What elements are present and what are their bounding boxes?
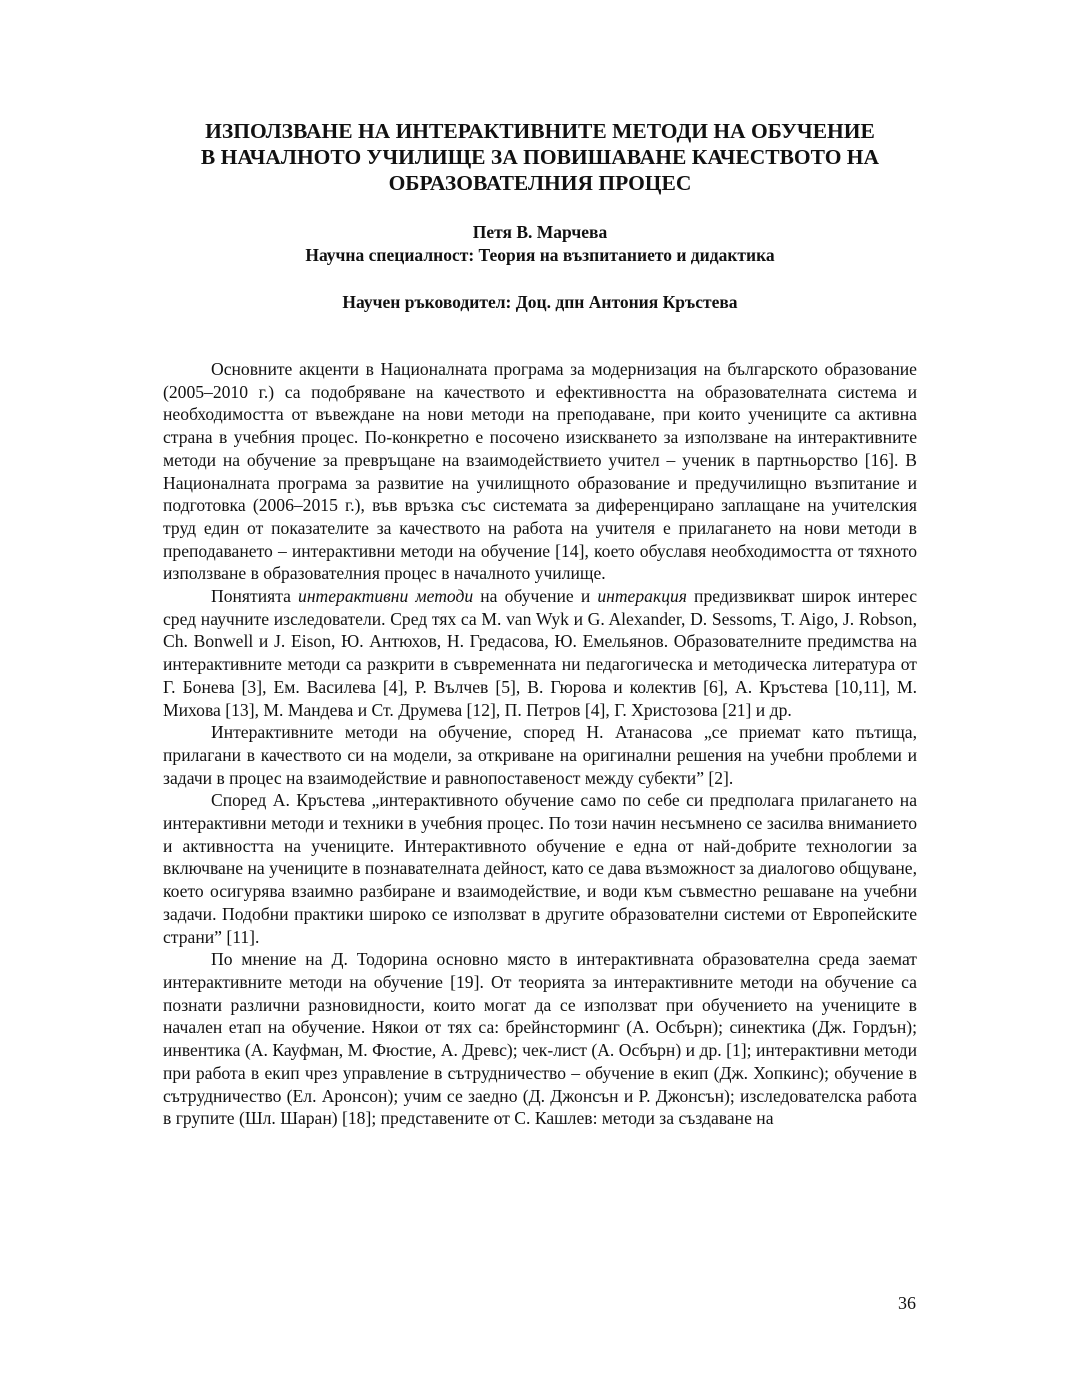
paragraph-3: Интерактивните методи на обучение, според Н. Атанасова „се приемат като пътища, прилагани в качеството си на модели, за откриване на оригинални решения на учебни проблеми и задачи в процес на взаимодействие и равнопоставеност между субекти” [2]. [163,722,917,788]
title-line-2: В НАЧАЛНОТО УЧИЛИЩЕ ЗА ПОВИШАВАНЕ КАЧЕСТВОТО НА [200,145,880,169]
paragraph-1: Основните акценти в Националната програма за модернизация на българското образование (2005–2010 г.) са подобряване на качеството и ефективността на образователната система и необходимостта от въвеждане на нови методи на преподаване, при които учениците са активна страна в учебния процес. По-конкретно е посочено изискването за използване на интерактивните методи на обучение за превръщане на взаимодействието учител – ученик в партньорство [16]. В Националната програма за развитие на училищното образование и предучилищно възпитание и подготовка (2006–2015 г.), във връзка със системата за диференцирано заплащане на учителския труд един от показателите за качеството на работа на учителя е прилагането на нови методи в преподаването – интерактивни методи на обучение [14], което обуславя необходимостта от тяхното използване в образователния процес в началното училище. [163,359,917,584]
page-number: 36 [898,1293,916,1313]
page-title [150,118,930,196]
paragraph-2-italic-term-2: интеракция [597,586,687,607]
paragraph-2-italic-term-1: интерактивни методи [298,586,474,607]
author-specialty: Научна специалност: Теория на възпитанието и дидактика [305,245,775,265]
title-line-1: ИЗПОЛЗВАНЕ НА ИНТЕРАКТИВНИТЕ МЕТОДИ НА ОБУЧЕНИЕ [205,119,875,143]
title-line-3: ОБРАЗОВАТЕЛНИЯ ПРОЦЕС [388,171,692,195]
supervisor-line: Научен ръководител: Доц. дпн Антония Кръстева [342,292,738,312]
article-body [163,358,917,1130]
paragraph-5: По мнение на Д. Тодорина основно място в интерактивната образователна среда заемат интерактивните методи на обучение [19]. От теорията за интерактивните методи на обучение са познати различни разновидности, които могат да се използват при обучението на учениците в начален етап на обучение. Някои от тях са: брейнсторминг (А. Осбърн); синектика (Дж. Гордън); инвентика (А. Кауфман, М. Фюстие, А. Древс); чек-лист (А. Осбърн) и др. [1]; интерактивни методи при работа в екип чрез управление в сътрудничество – обучение в екип (Дж. Хопкинс); обучение в сътрудничество (Ел. Аронсон); учим се заедно (Д. Джонсън и Р. Джонсън); изследователска работа в групите (Шл. Шаран) [18]; представените от С. Кашлев: методи за създаване на [163,949,917,1129]
paragraph-2-text-b: на обучение и [473,586,598,607]
paragraph-2-text-c: предизвикват широк интерес сред научните изследователи. Сред тях са M. van Wyk и G. Alexander, D. Sessoms, T. Aigo, J. Robson, Ch. Bonwell и J. Eison, Ю. Антюхов, Н. Гредасова, Ю. Емельянов. Образователните предимства на интерактивните методи са разкрити в съвременната ни педагогическа и методическа литература от Г. Бонева [3], Ем. Василева [4], Р. Вълчев [5], В. Гюрова и колектив [6], А. Кръстева [10,11], М. Михова [13], М. Мандева и Ст. Друмева [12], П. Петров [4], Г. Христозова [21] и др. [163,586,918,720]
author-block [150,221,930,267]
author-name: Петя В. Марчева [472,222,608,242]
paragraph-4: Според А. Кръстева „интерактивното обучение само по себе си предполага прилагането на интерактивни методи и техники в учебния процес. По този начин несъмнено се засилва вниманието и активността на учениците. Интерактивното обучение е една от най-добрите технологии за включване на учениците в познавателната дейност, като се дава възможност за диалогово общуване, което осигурява взаимно разбиране и взаимодействие, и води към съвместно решаване на учебни задачи. Подобни практики широко се използват в другите образователни системи от Европейските страни” [11]. [163,790,917,947]
paragraph-2-text-a: Понятията [211,586,299,607]
paragraph-2 [163,585,917,721]
